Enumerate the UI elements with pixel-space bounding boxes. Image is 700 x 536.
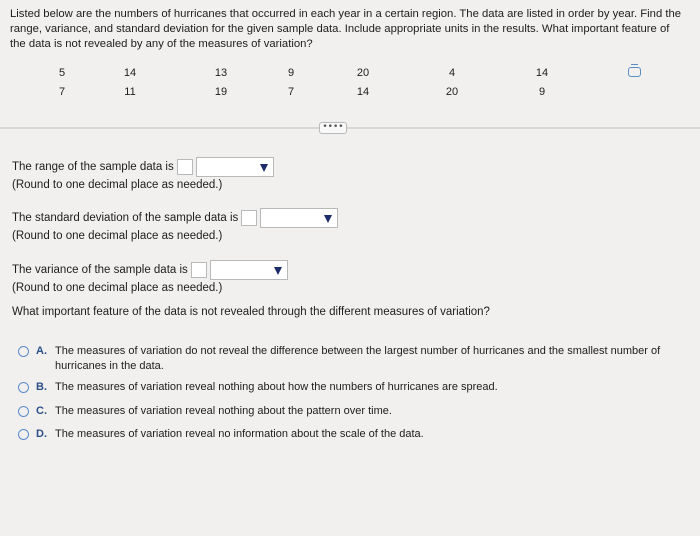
stdev-hint: (Round to one decimal place as needed.) [12,230,223,242]
option-letter: B. [36,381,47,393]
range-hint: (Round to one decimal place as needed.) [12,179,223,191]
feature-question: What important feature of the data is not revealed through the different measures of variation? [12,306,490,318]
option-text: The measures of variation reveal nothing about how the numbers of hurricanes are spread. [55,381,498,393]
data-value: 9 [538,86,546,98]
variance-hint: (Round to one decimal place as needed.) [12,282,223,294]
range-label: The range of the sample data is [12,161,174,174]
dropdown-arrow-icon [260,164,268,172]
option-text: The measures of variation reveal nothing about the pattern over time. [55,405,392,417]
data-column [201,64,241,102]
data-value: 19 [214,86,228,98]
data-value: 14 [535,67,549,79]
stdev-question [12,208,338,245]
option-text: The measures of variation reveal no information about the scale of the data. [55,428,424,440]
radio-button[interactable] [18,346,29,357]
range-answer-input[interactable] [177,159,193,175]
stdev-answer-input[interactable] [241,210,257,226]
data-value: 14 [123,67,137,79]
data-value: 20 [445,86,459,98]
radio-button[interactable] [18,382,29,393]
stdev-units-dropdown[interactable] [260,208,338,228]
variance-question [12,260,288,297]
more-button[interactable]: •••• [319,122,347,134]
data-column [522,64,562,102]
data-column [42,64,82,102]
copy-icon[interactable] [628,67,641,77]
data-column [343,64,383,102]
radio-button[interactable] [18,406,29,417]
problem-statement: Listed below are the numbers of hurricanes that occurred in each year in a certain region. The data are listed in order by year. Find the range, variance, and standard deviation for the given sample data. Include appropriate units in the results. What important feature of the data is not revealed by any of the measures of variation? [10,8,682,50]
range-units-dropdown[interactable] [196,157,274,177]
data-column [271,64,311,102]
stdev-label: The standard deviation of the sample data is [12,212,239,225]
data-column [432,64,472,102]
option-letter: D. [36,428,47,440]
dropdown-arrow-icon [324,215,332,223]
data-column [110,64,150,102]
option-text: The measures of variation do not reveal the difference between the largest number of hurricanes and the smallest number of hurricanes in the data. [55,345,661,372]
radio-button[interactable] [18,429,29,440]
variance-label: The variance of the sample data is [12,264,188,277]
data-value: 4 [448,67,456,79]
data-value: 20 [356,67,370,79]
data-value: 5 [58,67,66,79]
variance-answer-input[interactable] [191,262,207,278]
dropdown-arrow-icon [274,267,282,275]
data-value: 7 [58,86,66,98]
data-value: 13 [214,67,228,79]
data-value: 14 [356,86,370,98]
divider [0,127,700,129]
variance-units-dropdown[interactable] [210,260,288,280]
data-value: 9 [287,67,295,79]
data-value: 7 [287,86,295,98]
data-value: 11 [124,86,136,98]
option-letter: A. [36,345,47,357]
range-question [12,157,274,194]
option-letter: C. [36,405,47,417]
